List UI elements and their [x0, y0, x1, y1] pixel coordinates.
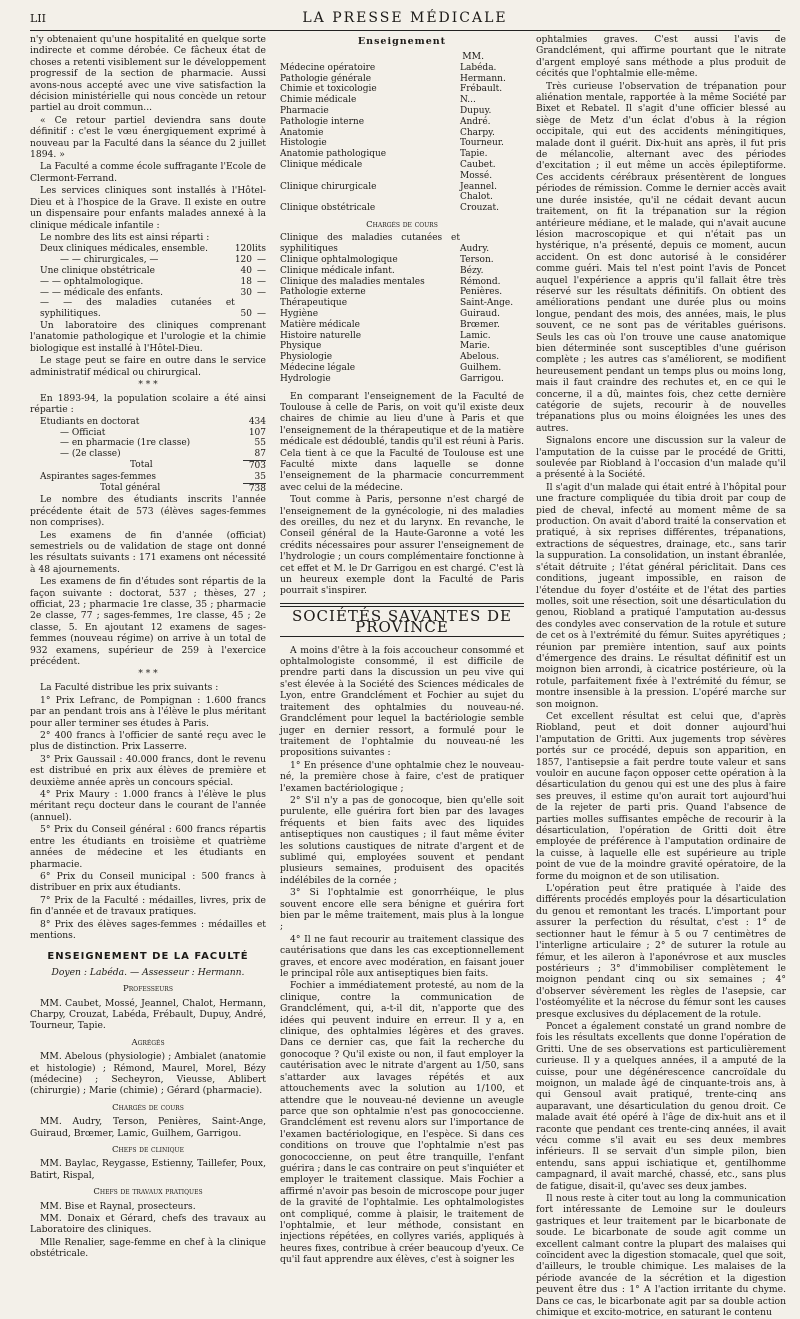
table-row: Total 703	[130, 460, 266, 471]
table-row: — — des maladies cutanées et syphilitiques. 50 —	[40, 298, 266, 320]
paragraph: Signalons encore une discussion sur la valeur de l'amputation de la cuisse par le procédé de Gritti, soulevée par Riobland à l'occasion d'un malade qu'il a présenté à la Société.	[536, 435, 786, 481]
courses-table	[280, 63, 524, 214]
table-row: — — chirurgicales, — 120 —	[60, 255, 266, 266]
table-row: Clinique médicale Caubet. Mossé.	[280, 159, 496, 181]
table-row: Total général 738	[100, 483, 266, 494]
table-row: — (2e classe) 87	[60, 449, 266, 460]
paragraph: A moins d'être à la fois accoucheur consommé et ophtalmologiste consommé, il est difficile de prendre parti dans la discussion un peu vive qui s'est élevée à la Société des Sciences médicales de Lyon, entre Grandclément et Fochier au sujet du traitement des ophtalmies du nouveau-né. Grandclément pour lequel la bactériologie semble juger en dernier ressort, a formulé pour le traitement de l'ophtalmie du nouveau-né les propositions suivantes :	[280, 644, 524, 759]
paragraph: 2° 400 francs à l'officier de santé reçu avec le plus de distinction. Prix Lasserre.	[30, 730, 266, 753]
paragraph: « Ce retour partiel deviendra sans doute définitif : c'est le vœu énergiquement exprimé à nouveau par la Faculté dans la séance du 2 juillet 1894. »	[30, 114, 266, 161]
paragraph: 5° Prix du Conseil général : 600 francs répartis entre les étudiants en troisième et quatrième années de médecine et les étudiants en pharmacie.	[30, 824, 266, 870]
paragraph: 8° Prix des élèves sages-femmes : médailles et mentions.	[30, 918, 266, 941]
paragraph: 2° S'il n'y a pas de gonocoque, bien qu'elle soit purulente, elle guérira fort bien par des lavages fréquents et bien faits avec des liquides antiseptiques non caustiques ; il faut même éviter les solutions caustiques de nitrate d'argent et de sublimé qui, employées souvent et pendant plusieurs semaines, produisent des opacités indélébiles de la cornée ;	[280, 794, 524, 886]
column-right	[536, 34, 786, 1319]
paragraph: Il s'agit d'un malade qui était entré à l'hôpital pour une fracture compliquée du tibia droit par coup de pied de cheval, infecté au moment même de sa production. On avait d'abord traité la conservation et pratiqué, à six reprises différentes, trépanations, extractions de séquestres, drainage, etc., sans tarir la suppuration. La consolidation, un instant ébranlée, s'était détruite ; l'état général périclitait. Dans ces conditions, jugeant impossible, en raison de l'étendue du foyer d'ostéite et de l'état des parties molles, soit une résection, soit une désarticulation du genou, Riobland a pratiqué l'amputation au-dessus des condyles avec conservation de la rotule et suture de cet os à l'extrémité du fémur. Suites apyrétiques ; réunion par première intention, sauf aux points d'émergence des drains. Le résultat définitif est un moignon bien arrondi, à cicatrice postérieure, où la rotule, parfaitement fixée à l'extrémité du fémur, se montre insensible à la pression. L'opéré marche sur son moignon.	[536, 481, 786, 710]
table-row: Clinique ophtalmologique Terson.	[280, 254, 494, 265]
paragraph: MM. Audry, Terson, Penières, Saint-Ange, Guiraud, Brœmer, Lamic, Guilhem, Garrigou.	[30, 1116, 266, 1139]
paragraph: 6° Prix du Conseil municipal : 500 francs à distribuer en prix aux étudiants.	[30, 870, 266, 894]
paragraph: 7° Prix de la Faculté : médailles, livres, prix de fin d'année et de travaux pratiques.	[30, 894, 266, 918]
paragraph: 1° Prix Lefranc, de Pompignan : 1.600 francs par an pendant trois ans à l'élève le plus méritant pour aller terminer ses études à Paris.	[30, 694, 266, 729]
table-row: Pathologie générale Hermann.	[280, 73, 506, 84]
table-row: Une clinique obstétricale 40 —	[40, 265, 266, 276]
table-row: Chimie médicale N...	[280, 95, 476, 106]
subheading: Chargés de cours	[112, 1102, 184, 1113]
table-row: — — ophtalmologique. 18 —	[40, 276, 266, 287]
paragraph: MM. Abelous (physiologie) ; Ambialet (anatomie et histologie) ; Rémond, Maurel, Morel, Bézy (médecine) ; Secheyron, Vieusse, Ablibert (chirurgie) ; Marie (chimie) ; Gérard (pharmacie).	[30, 1051, 266, 1097]
paragraph: ophtalmies graves. C'est aussi l'avis de Grandclément, qui affirme pourtant que le nitrate d'argent employé sans méthode a plus produit de cécités que l'ophtalmie elle-même.	[536, 34, 786, 80]
subheading: Professeurs	[123, 984, 173, 995]
table-row: Médecine opératoire Labéda.	[280, 62, 497, 73]
paragraph: Le nombre des lits est ainsi réparti :	[40, 231, 210, 243]
paragraph: MM. Donaix et Gérard, chefs des travaux au Laboratoire des cliniques.	[30, 1213, 266, 1236]
paragraph: La Faculté a comme école suffragante l'Ecole de Clermont-Ferrand.	[30, 161, 266, 184]
paragraph: En 1893-94, la population scolaire a été ainsi répartie :	[30, 392, 266, 416]
paragraph: Les examens de fin d'études sont répartis de la façon suivante : doctorat, 537 ; thèses, 27 ; officiat, 23 ; pharmacie 1re classe, 35 ; pharmacie 2e classe, 77 ; sages-femmes, 1re classe, 45 ; 2e classe, 5. En ajoutant 12 examens de sages-femmes (nouveau régime) on arrive à un total de 932 examens, supérieur de 259 à l'exercice précédent.	[30, 576, 266, 667]
table-row: Etudiants en doctorat 434	[40, 416, 266, 427]
running-title: LA PRESSE MÉDICALE	[302, 10, 508, 26]
separator-stars: * * *	[138, 669, 158, 680]
paragraph: L'opération peut être pratiquée à l'aide des différents procédés employés pour la désarticulation du genou et remontant les tracés. L'important pour assurer la perfection du résultat, c'est : 1° de sectionner haut le fémur à 5 ou 7 centimètres de l'interligne articulaire ; 2° de suturer la rotule au fémur, et les aileron à l'aponévrose et aux muscles postérieurs ; 3° d'immobiliser complètement le moignon pendant cinq ou six semaines ; 4° d'observer sévèrement les règles de l'asepsie, car l'ostéomyélite et la nécrose du fémur sont les causes presque exclusives du déplacement de la rotule.	[536, 883, 786, 1020]
subheading: Chefs de clinique	[112, 1145, 184, 1156]
table-row: Physique Marie.	[280, 341, 490, 352]
paragraph: Très curieuse l'observation de trépanation pour aliénation mentale, rapportée à la même Société par Bixet et Rebatel. Il s'agit d'une officier blessé au siège de Metz d'un éclat d'obus à la région occipitale, qui eut des accidents méningitiques, malade dont il guérit. Dix-huit ans après, il fut pris de mélancolie, alternant avec des périodes d'excitation ; il eut même un accès épileptiforme. Ces accidents cérébraux présentèrent de longues périodes de rémission. Comme le dernier accès avait une durée insistée, qu'il ne cédait devant aucun traitement, on fit la trépanation sur la région antérieure médiane, et le malade, qui n'avait aucune lésion macroscopique et qui n'était pas un hystérique, n'a présenté, depuis ce moment, aucun accident. On est donc autorisé à le considérer comme guéri. Mais tel n'est point l'avis de Poncet auquel l'expérience a appris qu'il fallait être très réservé sur les résultats définitifs. On obtient des améliorations pendant une durée plus ou moins longue, pendant des mois, des années, mais, le plus souvent, ce ne sont pas de véritables guérisons. Seuls les cas où l'on trouve une cause anatomique bien déterminée sont susceptibles d'une guérison complète ; les autres cas s'améliorent, se modifient heureusement pendant un temps plus ou moins long, mais il faut craindre des rechutes et, en ce qui le concerne, il a dû, maintes fois, chez cette dernière catégorie de sujets, recourir à de nouvelles trépanations plus ou moins éloignées les unes des autres.	[536, 80, 786, 434]
subheading: Chefs de travaux pratiques	[93, 1187, 203, 1198]
separator-stars: * * *	[138, 379, 158, 390]
table-row: Pathologie interne André.	[280, 116, 491, 127]
dean-line: Doyen : Labéda. — Assesseur : Hermann.	[51, 966, 245, 978]
section-heading: Enseignement	[357, 36, 447, 47]
table-row: — Officiat 107	[60, 427, 266, 438]
table-row: Pharmacie Dupuy.	[280, 106, 492, 116]
paragraph: MM. Baylac, Reygasse, Estienny, Taillefer, Poux, Batirt, Rispal,	[30, 1158, 266, 1181]
paragraph: Mlle Renalier, sage-femme en chef à la clinique obstétricale.	[30, 1236, 266, 1260]
paragraph: 1° En présence d'une ophtalmie chez le nouveau-né, la première chose à faire, c'est de pratiquer l'examen bactériologique ;	[280, 759, 524, 794]
paragraph: MM. Caubet, Mossé, Jeannel, Chalot, Hermann, Charpy, Crouzat, Labéda, Frébault, Dupuy, André, Tourneur, Tapie.	[30, 997, 266, 1032]
table-row: — — médicale des enfants. 30 —	[40, 287, 266, 298]
students-table	[30, 417, 266, 495]
paragraph: Un laboratoire des cliniques comprenant l'anatomie pathologique et l'urologie et la chimie biologique est installé à l'Hôtel-Dieu.	[30, 319, 266, 354]
paragraph: MM. Bise et Raynal, prosecteurs.	[40, 1200, 196, 1212]
table-row: Anatomie Charpy.	[280, 127, 495, 138]
paragraph: 4° Il ne faut recourir au traitement classique des cautérisations que dans les cas exceptionnellement graves, et encore avec modération, en faisant jouer le principal rôle aux antiseptiques bien faits.	[280, 933, 524, 980]
subheading: Agrégés	[131, 1037, 165, 1048]
table-row: Hydrologie Garrigou.	[280, 373, 504, 384]
section-title: SOCIÉTÉS SAVANTES DE PROVINCE	[291, 606, 513, 637]
beds-table	[30, 244, 266, 320]
paragraph: 3° Si l'ophtalmie est gonorrhéique, le plus souvent encore elle sera bénigne et guérira fort bien par le même traitement, mais plus à la longue ;	[280, 887, 524, 933]
table-row: Anatomie pathologique Tapie.	[280, 149, 488, 160]
table-row: Pathologie externe Penières.	[280, 287, 503, 298]
page-number: LII	[30, 12, 46, 25]
paragraph: n'y obtenaient qu'une hospitalité en quelque sorte indirecte et comme dérobée. Ce fâcheux état de choses a retenti visiblement sur le développement progressif de la section de pharmacie. Aussi avons-nous accepté avec une vive satisfaction la décision ministérielle qui nous concède un retour partiel au droit commun...	[30, 34, 266, 114]
page-header	[30, 10, 780, 31]
mm-label: MM.	[462, 51, 484, 63]
table-row: Clinique médicale infant. Bézy.	[280, 265, 484, 276]
table-row: Médecine légale Guilhem.	[280, 362, 502, 373]
table-row: Histoire naturelle Lamic.	[280, 330, 491, 341]
table-row: Clinique des maladies cutanées et syphilitiques Audry.	[280, 233, 490, 255]
paragraph: Poncet a également constaté un grand nombre de fois les résultats excellents que donne l'opération de Gritti. Une de ses observations est particulièrement curieuse. Il y a quelques années, il a amputé de la cuisse, pour une dégénérescence cancroïdale du moignon, un malade âgé de cinquante-trois ans, à qui Gensoul avait pratiqué, trente-cinq ans auparavant, une désarticulation du genou droit. Ce malade avait été opéré à l'âge de dix-huit ans et il raconte que pendant ces trente-cinq années, il avait vécu comme s'il avait eu ses deux membres inférieurs. Il se servait d'un simple pilon, bien entendu, sans appui ischiatique et, gentilhomme campagnard, il avait marché, chassé, etc., sans plus de fatigue, disait-il, qu'avec ses deux jambes.	[536, 1020, 786, 1192]
paragraph: La Faculté distribue les prix suivants :	[40, 682, 219, 694]
column-left	[30, 34, 266, 1260]
table-row: Matière médicale Brœmer.	[280, 319, 500, 330]
paragraph: Cet excellent résultat est celui que, d'après Riobland, peut et doit donner aujourd'hui l'amputation de Gritti. Aux jugements trop sévères portés sur ce procédé, depuis son apparition, en 1857, l'antisepsie a fait perdre toute valeur et sans vouloir en aucune façon opposer cette opération à la désarticulation du genou qui est une des plus à faire ses preuves, il estime qu'on aurait tort aujourd'hui de la rejeter de parti pris. Quand l'absence de parties molles suffisantes empêche de recourir à la désarticulation, l'opération de Gritti doit être employée de préférence à l'amputation ordinaire de la cuisse, à laquelle elle est supérieure au triple point de vue de la moindre gravité opératoire, de la forme du moignon et de son utilisation.	[536, 710, 786, 882]
table-row: Clinique des maladies mentales Rémond.	[280, 276, 501, 287]
paragraph: Le stage peut se faire en outre dans le service administratif médical ou chirurgical.	[30, 355, 266, 378]
charges-table	[280, 233, 524, 384]
paragraph: Les examens de fin d'année (officiat) semestriels ou de validation de stage ont donné les résultats suivants : 171 examens ont nécessité à 48 ajournements.	[30, 529, 266, 575]
table-row: Chimie et toxicologie Frébault.	[280, 84, 503, 95]
table-row: Clinique obstétricale Crouzat.	[280, 203, 499, 214]
table-row: Hygiène Guiraud.	[280, 308, 500, 319]
paragraph: Tout comme à Paris, personne n'est chargé de l'enseignement de la gynécologie, ni des maladies des oreilles, du nez et du larynx. En revanche, le Conseil général de la Haute-Garonne a voté les crédits nécessaires pour assurer l'enseignement de l'hydrologie ; un cours complémentaire fonctionne à cet effet et M. le Dr Garrigou en est chargé. C'est là un heureux exemple dont la Faculté de Paris pourrait s'inspirer.	[280, 494, 524, 597]
paragraph: Les services cliniques sont installés à l'Hôtel-Dieu et à l'hospice de la Grave. Il existe en outre un dispensaire pour enfants malades annexé à la clinique médicale infantile :	[30, 185, 266, 231]
column-middle	[280, 34, 524, 1266]
paragraph: Le nombre des étudiants inscrits l'année précédente était de 573 (élèves sages-femmes non comprises).	[30, 494, 266, 529]
paragraph: 3° Prix Gaussail : 40.000 francs, dont le revenu est distribué en prix aux élèves de première et deuxième année après un concours spécial.	[30, 753, 266, 788]
table-row: Physiologie Abelous.	[280, 352, 500, 363]
paragraph: En comparant l'enseignement de la Faculté de Toulouse à celle de Paris, on voit qu'il existe deux chaires de chimie au lieu d'une à Paris et que l'enseignement de la thérapeutique et de la matière médicale est dédoublé, tandis qu'il est réuni à Paris. Cela tient à ce que la Faculté de Toulouse est une Faculté mixte dans laquelle se donne l'enseignement de la pharmacie concurremment avec celui de la médecine.	[280, 390, 524, 493]
table-row: Deux cliniques médicales, ensemble. 120 lits	[40, 244, 266, 255]
section-heading: ENSEIGNEMENT DE LA FACULTÉ	[47, 951, 249, 963]
table-row: Clinique chirurgicale Jeannel. Chalot.	[280, 181, 497, 203]
paragraph: 4° Prix Maury : 1.000 francs à l'élève le plus méritant reçu docteur dans le courant de l'année (annuel).	[30, 789, 266, 823]
table-row: — en pharmacie (1re classe) 55	[60, 438, 266, 449]
subheading: Chargés de cours	[366, 219, 438, 230]
paragraph: Il nous reste à citer tout au long la communication fort intéressante de Lemoine sur le douleurs gastriques et leur traitement par le bicarbonate de soude. Le bicarbonate de soude agit comme un excellent calmant contre la plupart des malaises qui coïncident avec la digestion stomacale, quel que soit, d'ailleurs, le trouble chimique. Les malaises de la période avancée de la sécrétion et la digestion peuvent être dus : 1° A l'action irritante du chyme. Dans ce cas, le bicarbonate agit par sa double action chimique et excito-motrice, en saturant le contenu	[536, 1193, 786, 1319]
paragraph: Fochier a immédiatement protesté, au nom de la clinique, contre la communication de Grandclément, qui, a-t-il dit, n'apporte que des idées qui peuvent induire en erreur. Il y a, en clinique, des ophtalmies légères et des graves. Dans ce dernier cas, que fait la recherche du gonocoque ? Qu'il existe ou non, il faut employer la cautérisation avec le nitrate d'argent au 1/50, sans s'attarder aux lavages répétés et aux attouchements avec la solution au 1/100, et attendre que le nouveau-né devienne un aveugle parce que son ophtalmie n'est pas gonococcienne. Grandclément est revenu alors sur l'importance de l'examen bactériologique, en l'espèce. Si dans ces conditions on trouve que l'ophtalmie n'est pas gonococcienne, on peut être tranquille, l'enfant guérira ; dans le cas contraire on peut s'inquiéter et employer le traitement classique. Mais Fochier a affirmé n'avoir pas besoin de microscope pour juger de la gravité de l'ophtalmie. Les ophtalmologistes ont compliqué, comme à plaisir, le traitement de l'ophtalmie, et leur méthode, consistant en injections répétées, en collyres variés, appliqués à heures fixes, contribue à créer beaucoup d'yeux. Ce qu'il faut apprendre aux élèves, c'est à soigner les	[280, 980, 524, 1266]
table-row: Histologie Tourneur.	[280, 138, 504, 149]
table-row: Thérapeutique Saint-Ange.	[280, 298, 514, 309]
table-row: Aspirantes sages-femmes 35	[40, 471, 266, 482]
